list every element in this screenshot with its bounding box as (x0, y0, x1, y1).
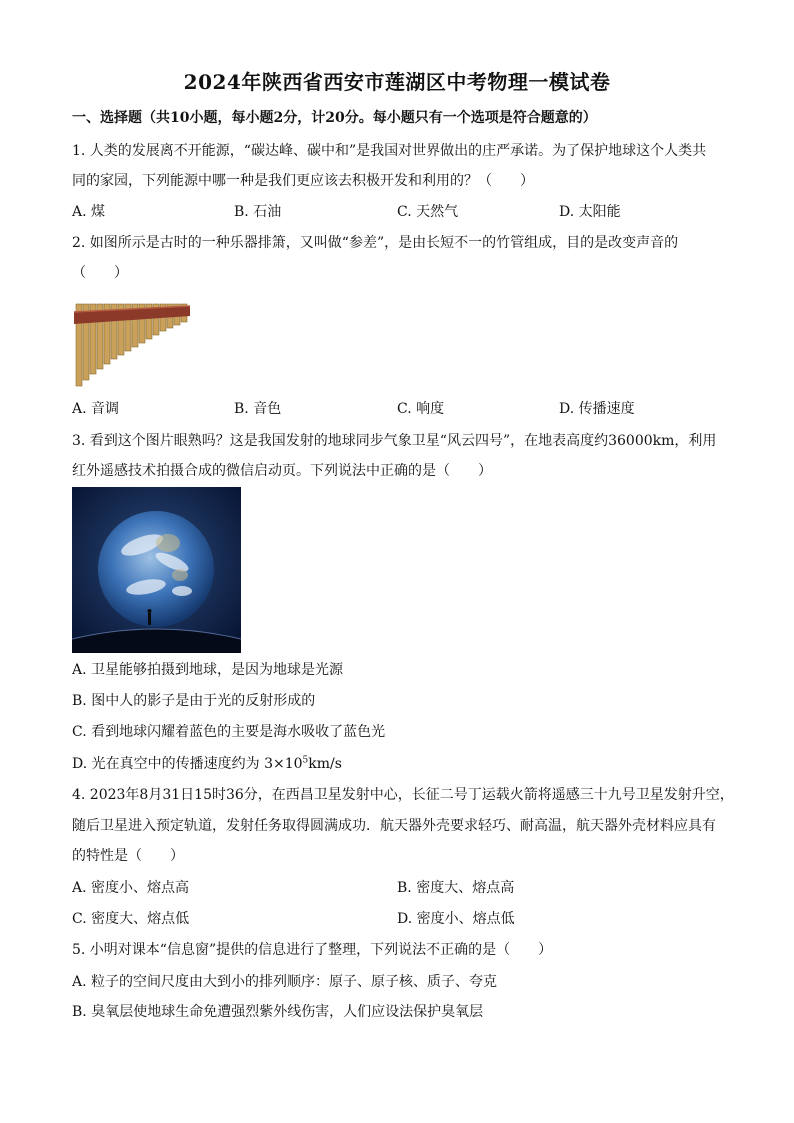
q2-option-b: B. 音色 (234, 401, 282, 417)
q4-option-c: C. 密度大、熔点低 (72, 911, 190, 927)
question-3-line-2: 红外遥感技术拍摄合成的微信启动页。下列说法中正确的是（ ） (72, 463, 492, 479)
q1-option-a: A. 煤 (72, 204, 106, 220)
question-3-line-1: 3. 看到这个图片眼熟吗？这是我国发射的地球同步气象卫星“风云四号”，在地表高度约36000km，利用 (72, 433, 717, 449)
earth-image (72, 487, 241, 653)
q5-option-b: B. 臭氧层使地球生命免遭强烈紫外线伤害，人们应设法保护臭氧层 (72, 1004, 484, 1020)
q2-option-a: A. 音调 (72, 401, 120, 417)
question-4-line-1: 4. 2023年8月31日15时36分，在西昌卫星发射中心，长征二号丁运载火箭将遥感三十九号卫星发射升空， (72, 787, 734, 803)
panpipe-image (72, 294, 192, 389)
q2-option-c: C. 响度 (397, 401, 445, 417)
q3-option-d-exponent: 5 (302, 755, 309, 766)
q3-option-d (72, 754, 342, 774)
q4-option-d: D. 密度小、熔点低 (397, 911, 515, 927)
q1-option-c: C. 天然气 (397, 204, 459, 220)
q1-option-b: B. 石油 (234, 204, 282, 220)
question-5-line-1: 5. 小明对课本“信息窗”提供的信息进行了整理，下列说法不正确的是（ ） (72, 942, 553, 958)
page-title: 2024年陕西省西安市莲湖区中考物理一模试卷 (183, 70, 611, 94)
q5-option-a: A. 粒子的空间尺度由大到小的排列顺序：原子、原子核、质子、夸克 (72, 974, 498, 990)
q3-option-d-unit: km/s (308, 756, 342, 772)
q4-option-b: B. 密度大、熔点高 (397, 880, 515, 896)
question-4-line-3: 的特性是（ ） (72, 848, 184, 864)
q3-option-b: B. 图中人的影子是由于光的反射形成的 (72, 693, 316, 709)
q2-option-d: D. 传播速度 (559, 401, 635, 417)
q3-option-a: A. 卫星能够拍摄到地球，是因为地球是光源 (72, 662, 344, 678)
question-1-line-1: 1. 人类的发展离不开能源，“碳达峰、碳中和”是我国对世界做出的庄严承诺。为了保护地球这个人类共 (72, 143, 707, 159)
q3-option-c: C. 看到地球闪耀着蓝色的主要是海水吸收了蓝色光 (72, 724, 386, 740)
q1-option-d: D. 太阳能 (559, 204, 621, 220)
q3-option-d-text: D. 光在真空中的传播速度约为 3×10 (72, 756, 303, 772)
question-2-line-1: 2. 如图所示是古时的一种乐器排箫，又叫做“参差”，是由长短不一的竹管组成，目的是改变声音的 (72, 235, 679, 251)
question-4-line-2: 随后卫星进入预定轨道，发射任务取得圆满成功．航天器外壳要求轻巧、耐高温，航天器外壳材料应具有 (72, 818, 716, 834)
q4-option-a: A. 密度小、熔点高 (72, 880, 190, 896)
section-heading: 一、选择题（共10小题，每小题2分，计20分。每小题只有一个选项是符合题意的） (72, 110, 597, 126)
question-2-line-2: （ ） (72, 265, 128, 281)
question-1-line-2: 同的家园，下列能源中哪一种是我们更应该去积极开发和利用的？（ ） (72, 173, 534, 189)
